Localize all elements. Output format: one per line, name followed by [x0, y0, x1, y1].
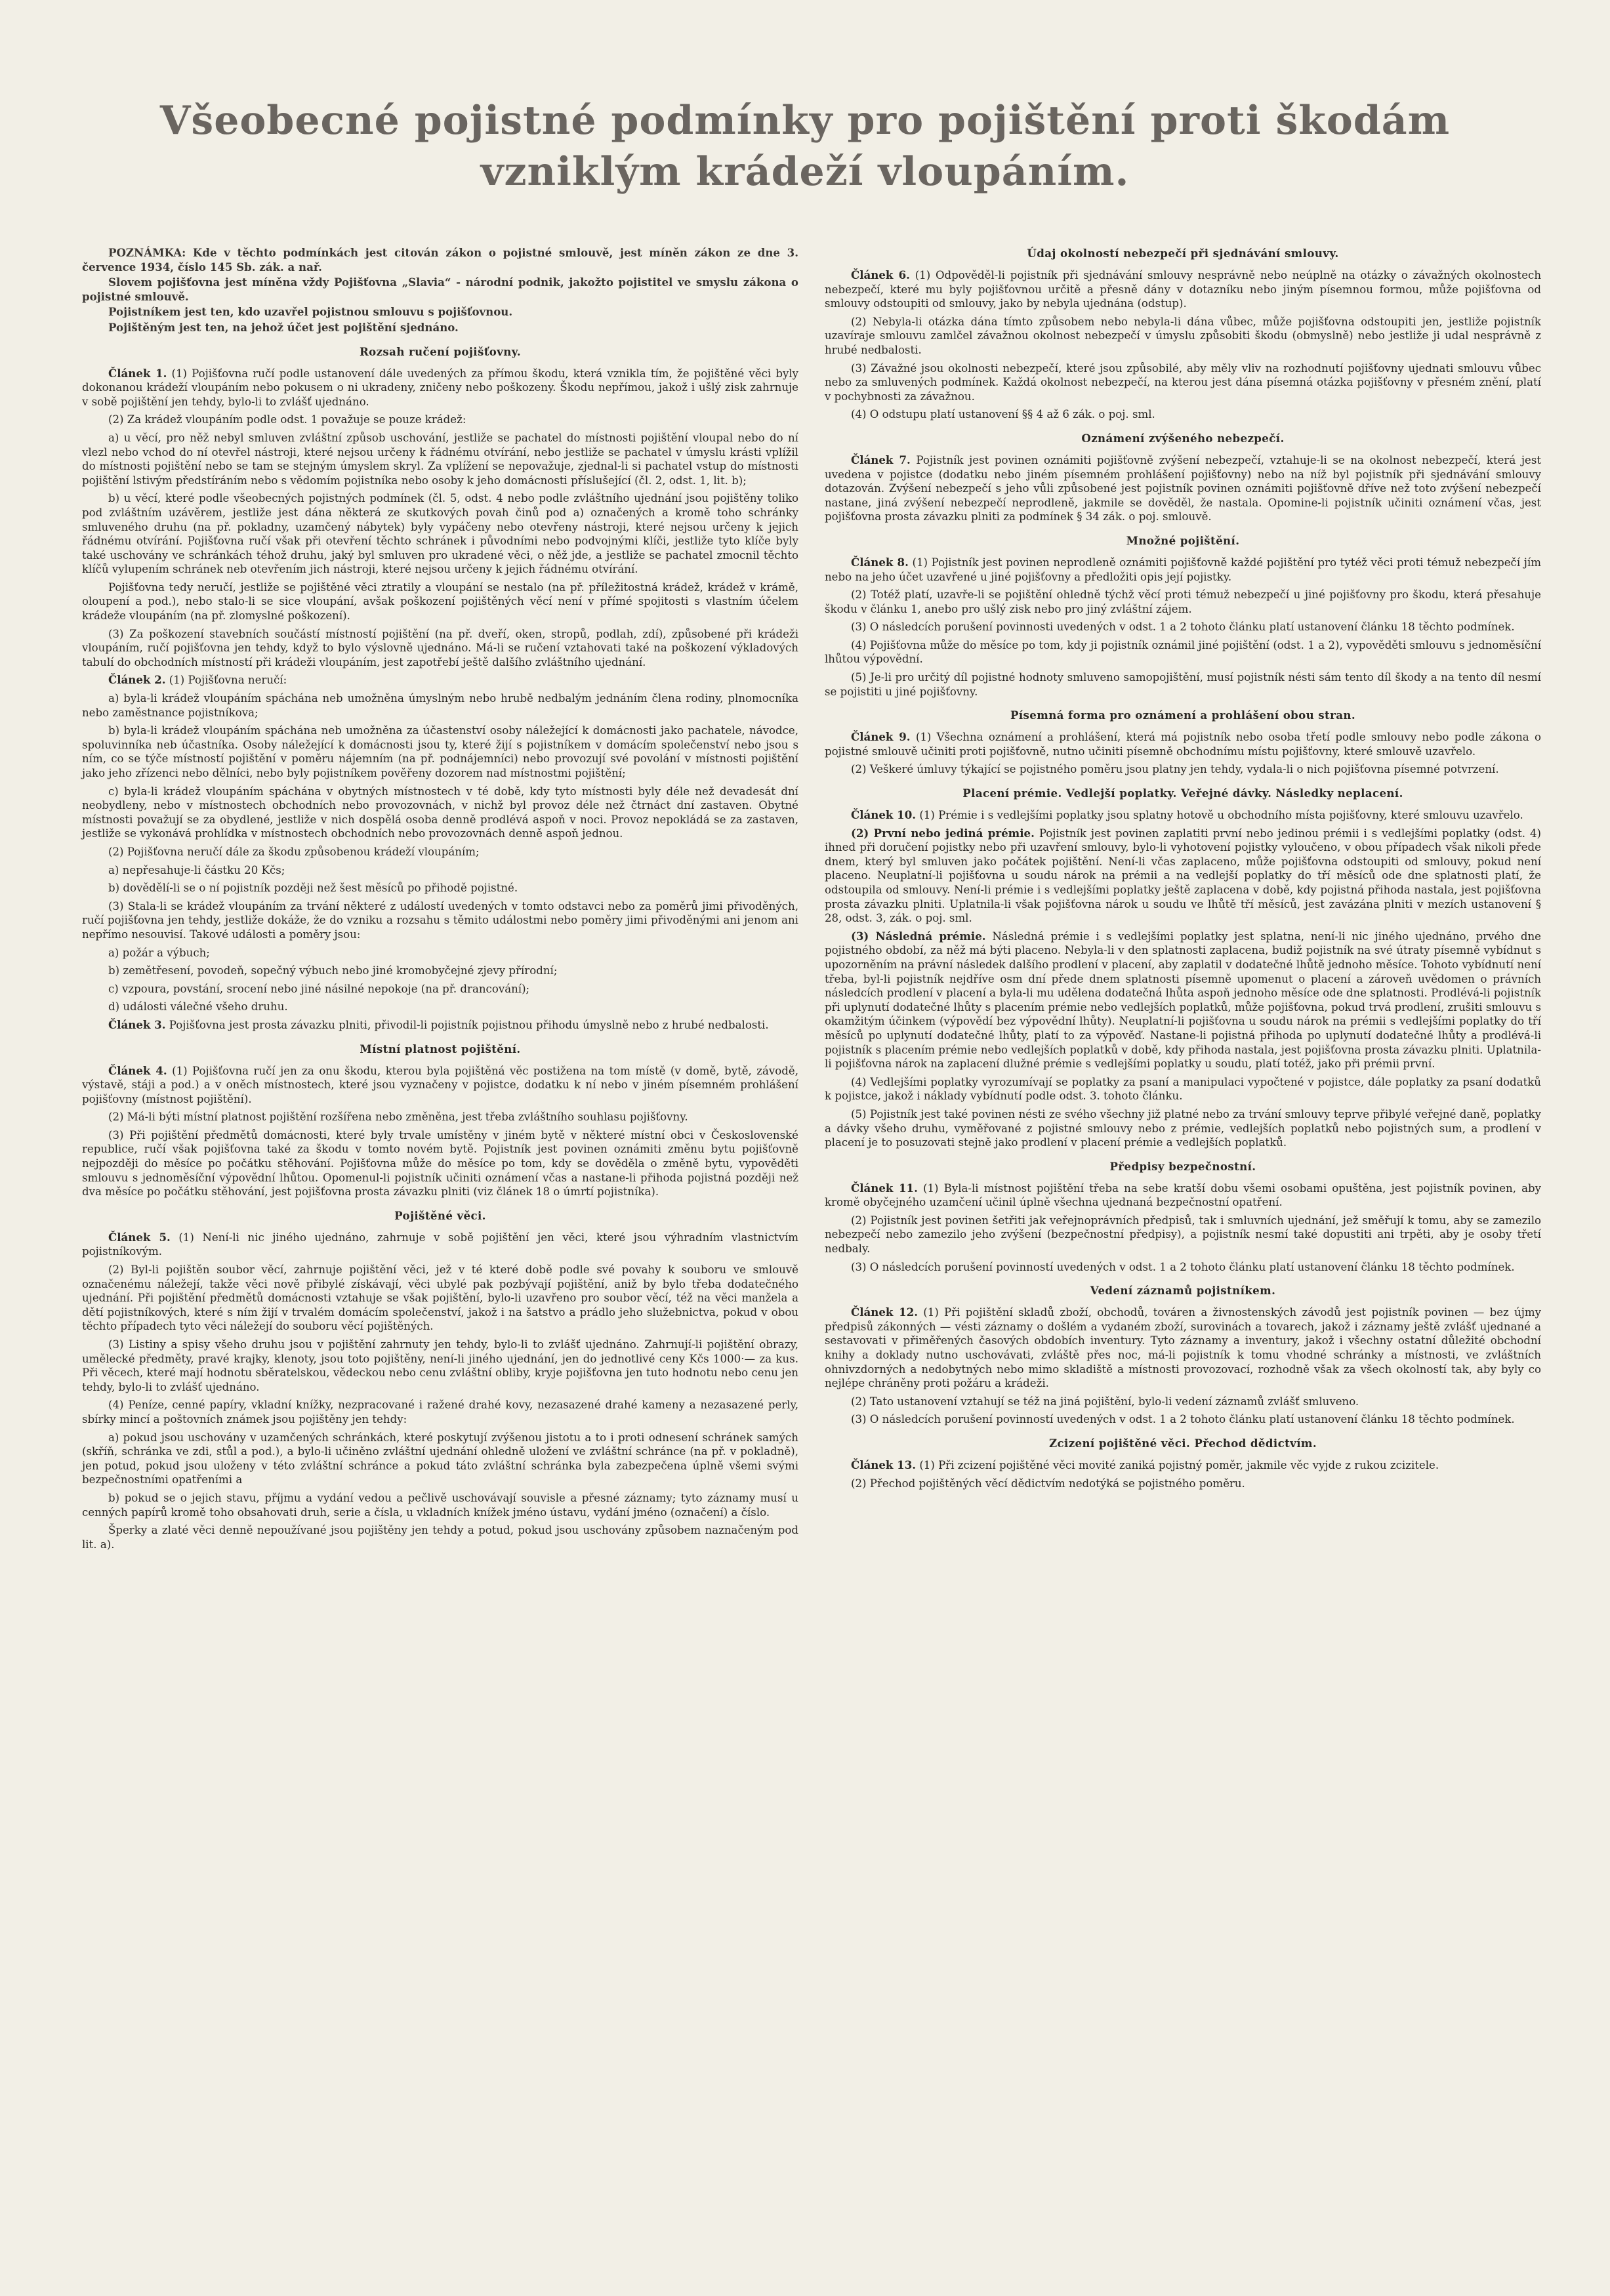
article-paragraph: (2) Za krádež vloupáním podle odst. 1 považuje se pouze krádež:	[108, 413, 466, 426]
article-text: (1) Pojišťovna ručí jen za onu škodu, kterou byla pojištěná věc postižena na tom místě (v domě, bytě, závodě, výstavě, stáji a pod.) a v oněch místnostech, které jsou vyznačeny v pojistce, dodatku k ní nebo v jiném písemném prohlášení pojišťovny (místnost pojištění).	[82, 1064, 798, 1105]
note-law: POZNÁMKA: Kde v těchto podmínkách jest citován zákon o pojistné smlouvě, jest míněn zákon ze dne 3. července 1934, číslo 145 Sb. zák. a nař.	[82, 246, 798, 274]
article-number: Článek 9.	[851, 730, 911, 744]
article-paragraph: (2) Totéž platí, uzavře-li se pojištění ohledně týchž věcí proti témuž nebezpečí u jiné pojišťovny pro škodu, která přesahuje škodu v článku 1, anebo pro ušlý zisk nebo pro jiný zvláštní zájem.	[825, 588, 1541, 615]
article-text: (1) Prémie i s vedlejšími poplatky jsou splatny hotově u obchodního místa pojišťovny, které smlouvu uzavřelo.	[919, 809, 1523, 822]
article-paragraph: (3) Listiny a spisy všeho druhu jsou v pojištění zahrnuty jen tehdy, bylo-li to zvlášť ujednáno. Zahrnují-li pojištění obrazy, umělecké předměty, pravé krajky, klenoty, jsou toto pojištěny, není-li jiného ujednání, jen do jednotlivé ceny Kčs 1000·— za kus. Při věcech, které mají hodnotu sběratelskou, vědeckou nebo cenu zvláštní obliby, kryje pojišťovna jen tuto hodnotu nebo cenu jen tehdy, bylo-li to zvlášť ujednáno.	[82, 1338, 798, 1393]
article-paragraph	[82, 1231, 798, 1259]
article-paragraph	[825, 556, 1541, 584]
article-paragraph: (4) Pojišťovna může do měsíce po tom, kdy ji pojistník oznámil jiné pojištění (odst. 1 a 2), vypověděti smlouvu s jednoměsíční lhůtou výpovědní.	[825, 638, 1541, 666]
title-line-2: vzniklým krádeží vloupáním.	[480, 149, 1130, 195]
article-number: Článek 4.	[108, 1063, 167, 1077]
article-paragraph	[82, 367, 798, 409]
article-list-item: d) události válečné všeho druhu.	[108, 1000, 288, 1014]
article-paragraph: (5) Je-li pro určitý díl pojistné hodnoty smluveno samopojištění, musí pojistník nésti sám tento díl škody a na tento díl nesmí se pojistiti u jiné pojišťovny.	[825, 671, 1541, 698]
article-text: (1) Pojistník jest povinen neprodleně oznámiti pojišťovně každé pojištění pro tytéž věci proti témuž nebezpečí jím nebo na jeho účet uzavřené u jiné pojišťovny a předložiti opis její pojistky.	[825, 556, 1541, 583]
article-paragraph: (3) O následcích porušení povinností uvedených v odst. 1 a 2 tohoto článku platí ustanovení článku 18 těchto podmínek.	[851, 1413, 1515, 1426]
article-text: (1) Odpověděl-li pojistník při sjednávání smlouvy nesprávně nebo neúplně na otázky o závažných okolnostech nebezpečí, které mu byly pojišťovnou určitě a přesně dány v dotazníku nebo jiným písemnou formou, může pojišťovna od smlouvy odstoupiti od smlouvy, jako by nebyla ujednána (odstup).	[825, 269, 1542, 310]
article-paragraph	[82, 1018, 798, 1033]
section-heading: Rozsah ručení pojišťovny.	[359, 344, 522, 358]
article-list-item: c) vzpoura, povstání, srocení nebo jiné násilné nepokoje (na př. drancování);	[108, 982, 530, 995]
section-heading: Písemná forma pro oznámení a prohlášení obou stran.	[1010, 708, 1356, 722]
section-heading: Zcizení pojištěné věci. Přechod dědictvím.	[1048, 1437, 1317, 1450]
article-paragraph: (3) Závažné jsou okolnosti nebezpečí, které jsou způsobilé, aby měly vliv na rozhodnutí pojišťovny ujednati smlouvu vůbec nebo za smluvených podmínek. Každá okolnost nebezpečí, na kterou jest dána písemná otázka pojišťovny v přesném znění, platí v pochybnosti za závažnou.	[825, 361, 1541, 403]
article-paragraph	[825, 453, 1541, 524]
article-paragraph	[82, 1064, 798, 1107]
section-heading: Placení prémie. Vedlejší poplatky. Veřejné dávky. Následky neplacení.	[962, 787, 1403, 800]
article-paragraph: (3) O následcích porušení povinností uvedených v odst. 1 a 2 tohoto článku platí ustanovení článku 18 těchto podmínek.	[851, 1260, 1515, 1273]
article-paragraph	[825, 1458, 1541, 1473]
article-paragraph: a) u věcí, pro něž nebyl smluven zvláštní způsob uschování, jestliže se pachatel do místnosti pojištění vloupal nebo do ní vlezl nebo vchod do ní otevřel nástroji, které nejsou určeny k řádnému otvírání, nebo jestliže se pachatel v úmyslu krásti vplížil do místnosti pojištění nebo se tam se stejným úmyslem skryl. Za vplížení se nepovažuje, zjednal-li si pachatel vstup do místnosti pojištění lstivým předstíráním nebo s vědomím pojistníka nebo osoby k jeho domácnosti příslušející (čl. 2, odst. 1, lit. b);	[82, 431, 798, 487]
note-insured: Pojištěným jest ten, na jehož účet jest pojištění sjednáno.	[108, 320, 459, 334]
article-paragraph: Pojišťovna tedy neručí, jestliže se pojištěné věci ztratily a vloupání se nestalo (na př. příležitostná krádež, krádež v krámě, oloupení a pod.), nebo stalo-li se sice vloupání, avšak poškození pojištěných věcí není v přímé spojitosti s vlastním účelem krádeže vloupáním (na př. zlomyslné poškození).	[82, 581, 798, 623]
article-text: Pojistník jest povinen zaplatiti první nebo jedinou prémii i s vedlejšími poplatky (odst. 4) ihned při doručení pojistky nebo při uzavření smlouvy, bylo-li vyhotovení pojistky vyloučeno, v obou případech však nikoli přede dnem, který byl smluven jako počátek pojištění. Není-li včas zaplaceno, může pojišťovna odstoupiti od smlouvy, pokud není placeno. Neuplatní-li pojišťovna u soudu nárok na prémii a na vedlejší poplatky do tří měsíců ode dne splatnosti platí, že odstoupila od smlouvy. Není-li prémie i s vedlejšími poplatky ještě zaplacena v době, kdy pojistná přihoda nastala, jest pojišťovna prosta závazku plniti. Uplatnila-li však pojišťovna nárok u soudu ve lhůtě tří měsíců, jest zavázána plniti v mezích ustanovení § 28, odst. 3, zák. o poj. sml.	[825, 827, 1541, 925]
subsection-lead: (3) Následná prémie.	[851, 929, 986, 943]
section-heading: Množné pojištění.	[1126, 533, 1240, 547]
article-text: (1) Byla-li místnost pojištění třeba na sebe kratší dobu všemi osobami opuštěna, jest pojistník povinen, aby kromě obyčejného uzamčení učinil úplně všechna ujednaná bezpečnostní opatření.	[825, 1181, 1542, 1209]
title-line-1: Všeobecné pojistné podmínky pro pojištění proti škodám	[159, 98, 1451, 144]
article-text: Následná prémie i s vedlejšími poplatky jest splatna, není-li nic jiného ujednáno, prvého dne pojistného období, za něž má býti placeno. Nebyla-li v den splatnosti zaplacena, budiž pojistník na své útraty písemně vybídnut s upozorněním na právní následek dalšího prodlení v placení, aby zaplatil v dodatečné lhůtě jednoho měsíce. Tohoto vybídnutí není třeba, byl-li pojistník nejdříve osm dní přede dnem splatnosti písemně upomenut o placení a zároveň uvědomen o právních následcích prodlení v placení a byla-li mu udělena dodatečná lhůta aspoň jednoho měsíce ode dne splatnosti. Prodlévá-li pojistník při uplynutí dodatečné lhůty s placením prémie nebo vedlejších poplatků, může pojišťovna, pokud trvá prodlení, zrušiti smlouvu s okamžitým účinkem (výpovědí bez výpovědní lhůty). Neuplatní-li pojišťovna u soudu nárok na prémii s vedlejšími poplatky do tří měsíců po uplynutí dodatečné lhůty, platí to za výpověď. Nastane-li pojistná přihoda po uplynutí dodatečné lhůty a prodlévá-li pojistník s placením prémie nebo vedlejších poplatků v době, kdy přihoda nastala, jest pojišťovna prosta závazku plniti. Uplatnila-li pojišťovna nárok na zaplacení dlužné prémie s vedlejšími poplatky u soudu, platí totéž, jako při prémii první.	[825, 930, 1541, 1071]
document-title	[118, 95, 1492, 197]
article-text: Pojistník jest povinen oznámiti pojišťovně zvýšení nebezpečí, vztahuje-li se na okolnost nebezpečí, která jest uvedena v pojistce (dodatku nebo jiném písemném prohlášení pojišťovny) nebo na níž byl pojistník při sjednávání smlouvy dotazován. Zvýšení nebezpečí s jeho vůli způsobené jest pojistník povinen oznámiti pojišťovně dříve než toto zvýšení nebezpečí nastane, jiná zvýšení nebezpečí neprodleně, jakmile se dověděl, že nastala. Opomine-li pojistník učiniti oznámení včas, jest pojišťovna prosta závazku plniti za podmínek § 34 zák. o poj. smlouvě.	[825, 453, 1541, 523]
article-paragraph: b) pokud se o jejich stavu, příjmu a vydání vedou a pečlivě uschovávají souvisle a přesné záznamy; tyto záznamy musí u cenných papírů kromě toho obsahovati druh, serie a čísla, u vkladních knížek jméno ústavu, vydání jméno (označení) a číslo.	[82, 1491, 798, 1519]
article-paragraph: c) byla-li krádež vloupáním spáchána v obytných místnostech v té době, kdy tyto místnosti byly déle než devadesát dní neobydleny, nebo v místnostech obchodních nebo provozovnách, v nichž byl provoz déle než čtrnáct dní zastaven. Obytné místnosti považují se za obydlené, jestliže v nich dospělá osoba denně prodlévá aspoň v noci. Provoz nepokládá se za zastaven, jestliže se vykonává prohlídka v místnostech obchodních nebo provozovnách denně aspoň jednou.	[82, 785, 798, 840]
article-text: (1) Při pojištění skladů zboží, obchodů, továren a živnostenských závodů jest pojistník povinen — bez újmy předpisů zákonných — vésti záznamy o došlém a vydaném zboží, surovinách a tovarech, jakož i záznamy ještě zvlášť ujednané a sestavovati v přiměřených časových obdobích inventury. Tyto záznamy a inventury, jakož i všechny ostatní důležité obchodní knihy a doklady nutno uschovávati, zvláště přes noc, má-li pojistník k tomu vhodné schránky a místnosti, ve zvláštních ohnivzdorných a nedobytných nebo mimo skladiště a místnosti provozovací, rozhodně však za všech okolností tak, aby byly co nejlépe chráněny proti požáru a krádeži.	[825, 1306, 1541, 1390]
article-text: (1) Pojišťovna neručí:	[169, 674, 287, 687]
article-text: (1) Všechna oznámení a prohlášení, která má pojistník nebo osoba třetí podle smlouvy nebo podle zákona o pojistné smlouvě učiniti proti pojišťovně, nutno učiniti písemně obchodnímu místu pojišťovny, které smlouvě uzavřelo.	[825, 731, 1541, 758]
note-policyholder: Pojistníkem jest ten, kdo uzavřel pojistnou smlouvu s pojišťovnou.	[108, 305, 513, 319]
article-list-item: b) dovědělí-li se o ní pojistník později než šest měsíců po přihodě pojistné.	[108, 882, 518, 895]
article-paragraph: (4) O odstupu platí ustanovení §§ 4 až 6 zák. o poj. sml.	[851, 408, 1155, 421]
article-number: Článek 6.	[851, 268, 910, 281]
article-number: Článek 2.	[108, 673, 166, 687]
section-heading: Údaj okolností nebezpečí při sjednávání smlouvy.	[1027, 247, 1339, 260]
article-paragraph	[825, 827, 1541, 926]
section-heading: Vedení záznamů pojistníkem.	[1090, 1284, 1276, 1298]
right-column	[825, 246, 1541, 1494]
article-paragraph: b) u věcí, které podle všeobecných pojistných podmínek (čl. 5, odst. 4 nebo podle zvláštního ujednání jsou pojištěny toliko pod zvláštním uzávěrem, jestliže jest dána některá ze skutkových povah činů pod a) označených a kromě toho schránky smluveného druhu (na př. pokladny, uzamčený nábytek) byly vypáčeny nebo otevřeny nástroji, které nejsou určeny k jejich řádnému otvírání. Pojišťovna ručí však při otevření těchto schránek i původními nebo podvojnými klíči, jestliže tyto klíče byly také uschovány ve schránkách téhož druhu, jaký byl smluven pro ukradené věci, o něž jde, a jestliže se pachatel zmocnil těchto klíčů vylupením schránek neb otevřením jich nástroji, které nejsou určeny k jejich řádnému otvírání.	[82, 492, 798, 576]
article-paragraph: (2) Byl-li pojištěn soubor věcí, zahrnuje pojištění věci, jež v té které době podle své povahy k souboru ve smlouvě označenému náležejí, takže věci nově přibylé získávají, věci ubylé pak pozbývají pojištění, aniž by bylo třeba dodatečného ujednání. Při pojištění předmětů domácnosti vztahuje se však pojištění, bylo-li uzavřeno pro soubor věcí, též na věci manžela a dětí pojistníkových, které s ním žijí v trvalém domácím společenství, jakož i na šatstvo a prádlo jeho služebnictva, pokud v obou těchto případech tyto věci náležejí do souboru věcí pojištěných.	[82, 1263, 798, 1333]
article-number: Článek 8.	[851, 555, 909, 569]
article-paragraph: (2) Má-li býti místní platnost pojištění rozšířena nebo změněna, jest třeba zvláštního souhlasu pojišťovny.	[108, 1111, 688, 1124]
article-paragraph: (2) Nebyla-li otázka dána tímto způsobem nebo nebyla-li dána vůbec, může pojišťovna odstoupiti jen, jestliže pojistník uzavíraje smlouvu zamlčel závažnou okolnost nebezpečí v úmyslu způsobiti škodu (obmyslně) nebo jestliže ji udal nesprávně z hrubé nedbalosti.	[825, 315, 1541, 356]
article-paragraph: (3) Za poškození stavebních součástí místností pojištění (na př. dveří, oken, stropů, podlah, zdí), způsobené při krádeži vloupáním, ručí pojišťovna jen tehdy, když to bylo výslovně ujednáno. Má-li se ručení vztahovati také na poškození výkladových tabulí do obchodních místností při krádeži vloupáním, jest zapotřebí ještě dalšího zvláštního ujednání.	[82, 627, 798, 668]
section-heading: Předpisy bezpečnostní.	[1109, 1159, 1256, 1173]
article-list-item: b) zemětřesení, povodeň, sopečný výbuch nebo jiné kromobyčejné zjevy přírodní;	[108, 964, 558, 977]
article-paragraph: a) pokud jsou uschovány v uzamčených schránkách, které poskytují zvýšenou jistotu a to i proti odnesení schránek samých (skříň, schránka ve zdi, stůl a pod.), a bylo-li učiněno zvláštní ujednání ohledně uložení ve zvláštní schránce (na př. v pokladně), jen potud, pokud jsou uloženy v této zvláštní schránce a pokud táto zvláštní schránka byla zabezpečena úplně všemi svými bezpečnostními opatřeními a	[82, 1431, 798, 1486]
article-paragraph: a) byla-li krádež vloupáním spáchána neb umožněna úmyslným nebo hrubě nedbalým jednáním člena rodiny, plnomocníka nebo zaměstnance pojistníkova;	[82, 692, 798, 719]
article-paragraph: (3) Stala-li se krádež vloupáním za trvání některé z událostí uvedených v tomto odstavci nebo za poměrů jimi přivoděných, ručí pojišťovna jen tehdy, jestliže dokáže, že do vzniku a rozsahu s těmito událostmi nebo poměry jimi přivoděnými ani jenom ani nepřímo nesouvisí. Takové události a poměry jsou:	[82, 899, 798, 941]
article-number: Článek 3.	[108, 1017, 166, 1031]
section-heading: Oznámení zvýšeného nebezpečí.	[1081, 431, 1285, 445]
article-number: Článek 1.	[108, 366, 167, 380]
article-paragraph	[82, 673, 798, 687]
article-number: Článek 7.	[851, 453, 911, 466]
article-paragraph	[825, 808, 1541, 823]
note-insurer: Slovem pojišťovna jest míněna vždy Pojišťovna „Slavia“ - národní podnik, jakožto pojistitel ve smyslu zákona o pojistné smlouvě.	[82, 276, 798, 303]
article-paragraph	[825, 730, 1541, 758]
article-number: Článek 10.	[851, 808, 917, 822]
article-paragraph: (2) Pojistník jest povinen šetřiti jak veřejnoprávních předpisů, tak i smluvních ujednání, jež směřují k tomu, aby se zamezilo nebezpečí nebo zamezilo jeho zvýšení (bezpečnostní předpisy), a pojistník nesmí také dopustiti ani trpěti, aby je osoby třetí nedbaly.	[825, 1214, 1541, 1256]
article-paragraph: (2) Veškeré úmluvy týkající se pojistného poměru jsou platny jen tehdy, vydala-li o nich pojišťovna písemné potvrzení.	[851, 763, 1499, 776]
article-paragraph: (2) Tato ustanovení vztahují se též na jiná pojištění, bylo-li vedení záznamů zvlášť smluveno.	[851, 1395, 1359, 1408]
article-text: Pojišťovna jest prosta závazku plniti, přivodil-li pojistník pojistnou přihodu úmyslně nebo z hrubé nedbalosti.	[169, 1018, 769, 1031]
section-heading: Pojištěné věci.	[394, 1208, 486, 1222]
article-list-item: a) požár a výbuch;	[108, 946, 210, 959]
article-paragraph	[825, 930, 1541, 1071]
article-number: Článek 11.	[851, 1181, 918, 1195]
left-column	[82, 246, 798, 1555]
article-number: Článek 5.	[108, 1230, 171, 1244]
article-paragraph: (2) Přechod pojištěných věcí dědictvím nedotýká se pojistného poměru.	[851, 1477, 1245, 1490]
article-paragraph	[825, 1181, 1541, 1210]
subsection-lead: (2) První nebo jediná prémie.	[851, 826, 1035, 840]
article-paragraph: (4) Peníze, cenné papíry, vkladní knížky, nezpracované i ražené drahé kovy, nezasazené drahé kameny a nezasazené perly, sbírky mincí a poštovních známek jsou pojištěny jen tehdy:	[82, 1399, 798, 1425]
article-list-item: a) nepřesahuje-li částku 20 Kčs;	[108, 863, 285, 876]
article-paragraph: b) byla-li krádež vloupáním spáchána neb umožněna za účastenství osoby náležející k domácnosti jako pachatele, návodce, spoluvinníka neb účastníka. Osoby náležející k domácnosti jsou ty, které žijí s pojistníkem v domácím společenství nebo jsou s ním, co se týče místností pojištění v poměru nájemním (na př. podnájemníci) nebo provozují své povolání v místnosti pojištění jako jeho zřízenci nebo dělníci, nebo byly pojistníkem pověřeny dozorem nad místnostmi pojištění;	[82, 724, 798, 779]
article-paragraph: (5) Pojistník jest také povinen nésti ze svého všechny již platné nebo za trvání smlouvy teprve přibylé veřejné daně, poplatky a dávky všeho druhu, vyměřované z pojistné smlouvy nebo z prémie, vedlejších poplatků nebo pojistných sum, a prodlení v placení je to posuzovati stejně jako prodlení v placení prémie a vedlejších poplatků.	[825, 1107, 1541, 1149]
article-paragraph: (2) Pojišťovna neručí dále za škodu způsobenou krádeží vloupáním;	[108, 845, 480, 858]
article-number: Článek 13.	[851, 1458, 917, 1471]
article-paragraph	[825, 268, 1541, 311]
article-paragraph	[825, 1305, 1541, 1391]
article-number: Článek 12.	[851, 1305, 919, 1319]
article-text: (1) Pojišťovna ručí podle ustanovení dále uvedených za přímou škodu, která vznikla tím, že pojištěné věci byly dokonanou krádeží vloupáním nebo pokusem o ni ukradeny, zničeny nebo poškozeny. Škodu nepřímou, jakož i ušlý zisk zahrnuje v sobě pojištění jen tehdy, bylo-li to zvlášť ujednáno.	[82, 367, 799, 408]
article-paragraph: (3) Při pojištění předmětů domácnosti, které byly trvale umístěny v jiném bytě v některé místní obci v Československé republice, ručí však pojišťovna také za škodu v tomto novém bytě. Pojistník jest povinen oznámiti změnu bytu pojišťovně nejpozději do měsíce po počátku stěhování. Pojišťovna může do měsíce po tom, kdy se dověděla o změně bytu, vypověděti smlouvu s jednoměsíční výpovědní lhůtou. Opomenul-li pojistník učiniti oznámení včas a nastane-li přihoda pojistná později než dva měsíce po počátku stěhování, jest pojišťovna prosta závazku plniti (viz článek 18 o úmrtí pojistníka).	[82, 1128, 798, 1199]
article-paragraph: (3) O následcích porušení povinnosti uvedených v odst. 1 a 2 tohoto článku platí ustanovení článku 18 těchto podmínek.	[851, 621, 1515, 634]
section-heading: Místní platnost pojištění.	[360, 1042, 521, 1056]
article-paragraph: (4) Vedlejšími poplatky vyrozumívají se poplatky za psaní a manipulaci vypočtené v pojistce, dále poplatky za psaní dodatků k pojistce, jakož i náklady vybídnutí podle odst. 3. tohoto článku.	[825, 1075, 1541, 1103]
article-text: (1) Při zcizení pojištěné věci movité zaniká pojistný poměr, jakmile věc vyjde z rukou zcizitele.	[919, 1459, 1439, 1471]
article-text: (1) Není-li nic jiného ujednáno, zahrnuje v sobě pojištění jen věci, které jsou výhradním vlastnictvím pojistníkovým.	[82, 1231, 798, 1258]
article-paragraph: Šperky a zlaté věci denně nepoužívané jsou pojištěny jen tehdy a potud, pokud jsou uschovány způsobem naznačeným pod lit. a).	[82, 1524, 798, 1551]
